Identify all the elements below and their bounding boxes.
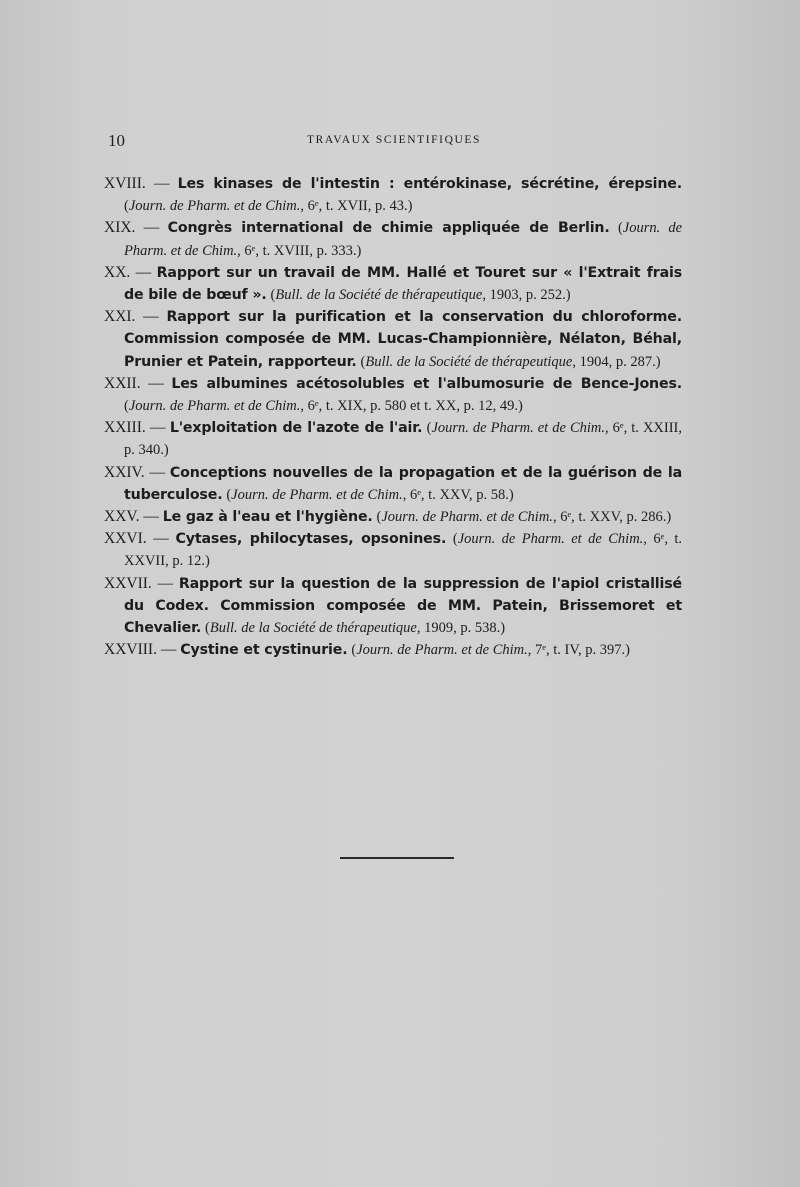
entry-number: XXI. — — [104, 308, 159, 326]
publication-entry — [104, 639, 682, 661]
entry-title: Rapport sur la purification et la conservation du chloroforme. Commission composée de MM. Lucas-Championnière, Nélaton, Béhal, Prunier et Patein, rapporteur. — [124, 309, 682, 370]
entry-number: XXII. — — [104, 374, 164, 392]
entry-number: XX. — — [104, 263, 152, 281]
entry-number: XXIV. — — [104, 463, 166, 481]
entry-number: XXVIII. — — [104, 641, 177, 659]
entry-title: Le gaz à l'eau et l'hygiène. — [162, 509, 373, 526]
publication-entry — [104, 373, 682, 417]
publication-entry — [104, 262, 682, 306]
entry-title: Rapport sur un travail de MM. Hallé et Touret sur « l'Extrait frais de bile de bœuf ». — [124, 264, 682, 304]
publication-entry — [104, 417, 682, 461]
entry-title: Conceptions nouvelles de la propagation et de la guérison de la tuberculose. — [124, 464, 682, 503]
publication-entry — [104, 217, 682, 261]
entry-title: Rapport sur la question de la suppression de l'apiol cristallisé du Codex. Commission composée de MM. Patein, Brissemoret et Chevalier. — [124, 575, 683, 637]
entry-number: XXIII. — — [104, 419, 166, 437]
publication-entry — [104, 573, 682, 640]
entry-reference: (Bull. de la Société de thérapeutique, 1909, p. 538.) — [205, 620, 506, 637]
entry-reference: (Journ. de Pharm. et de Chim., 6ᵉ, t. XXV, p. 58.) — [226, 486, 514, 503]
entry-title: Les albumines acétosolubles et l'albumosurie de Bence-Jones. — [171, 375, 682, 392]
entry-reference: (Journ. de Pharm. et de Chim., 7ᵉ, t. IV, p. 397.) — [351, 642, 630, 659]
publication-entry — [104, 173, 682, 217]
entry-number: XXVII. — — [104, 574, 174, 592]
entry-number: XIX. — — [104, 219, 160, 237]
entry-title: Les kinases de l'intestin : entérokinase, sécrétine, érepsine. — [177, 176, 682, 192]
publication-entry — [104, 462, 682, 506]
section-end-rule — [340, 857, 454, 859]
publication-entry — [104, 506, 682, 528]
entry-number: XVIII. — — [104, 175, 170, 192]
entry-title: Cytases, philocytases, opsonines. — [175, 531, 447, 548]
entry-number: XXV. — — [104, 508, 159, 526]
entry-reference: (Journ. de Pharm. et de Chim., 6ᵉ, t. XXIII, p. 340.) — [124, 420, 682, 459]
entry-title: Congrès international de chimie appliquée de Berlin. — [167, 220, 610, 237]
publication-entry — [104, 528, 682, 572]
entry-reference: (Journ. de Pharm. et de Chim., 6ᵉ, t. XXVII, p. 12.) — [124, 531, 683, 570]
entry-title: Cystine et cystinurie. — [180, 642, 348, 659]
entry-reference: (Journ. de Pharm. et de Chim., 6ᵉ, t. XXV, p. 286.) — [376, 509, 672, 526]
entry-reference: (Journ. de Pharm. et de Chim., 6ᵉ, t. XVII, p. 43.) — [124, 198, 413, 215]
entry-number: XXVI. — — [104, 530, 169, 548]
entry-reference: (Bull. de la Société de thérapeutique, 1903, p. 252.) — [270, 287, 571, 304]
entry-reference: (Journ. de Pharm. et de Chim., 6ᵉ, t. XIX, p. 580 et t. XX, p. 12, 49.) — [124, 398, 523, 415]
publication-list — [104, 173, 682, 661]
entry-title: L'exploitation de l'azote de l'air. — [169, 420, 423, 437]
entry-reference: (Bull. de la Société de thérapeutique, 1904, p. 287.) — [360, 353, 661, 370]
page-header — [108, 131, 680, 155]
page-number: 10 — [108, 131, 125, 150]
running-title: TRAVAUX SCIENTIFIQUES — [306, 134, 482, 146]
entry-reference: (Journ. de Pharm. et de Chim., 6ᵉ, t. XVIII, p. 333.) — [124, 220, 683, 259]
publication-entry — [104, 306, 682, 373]
